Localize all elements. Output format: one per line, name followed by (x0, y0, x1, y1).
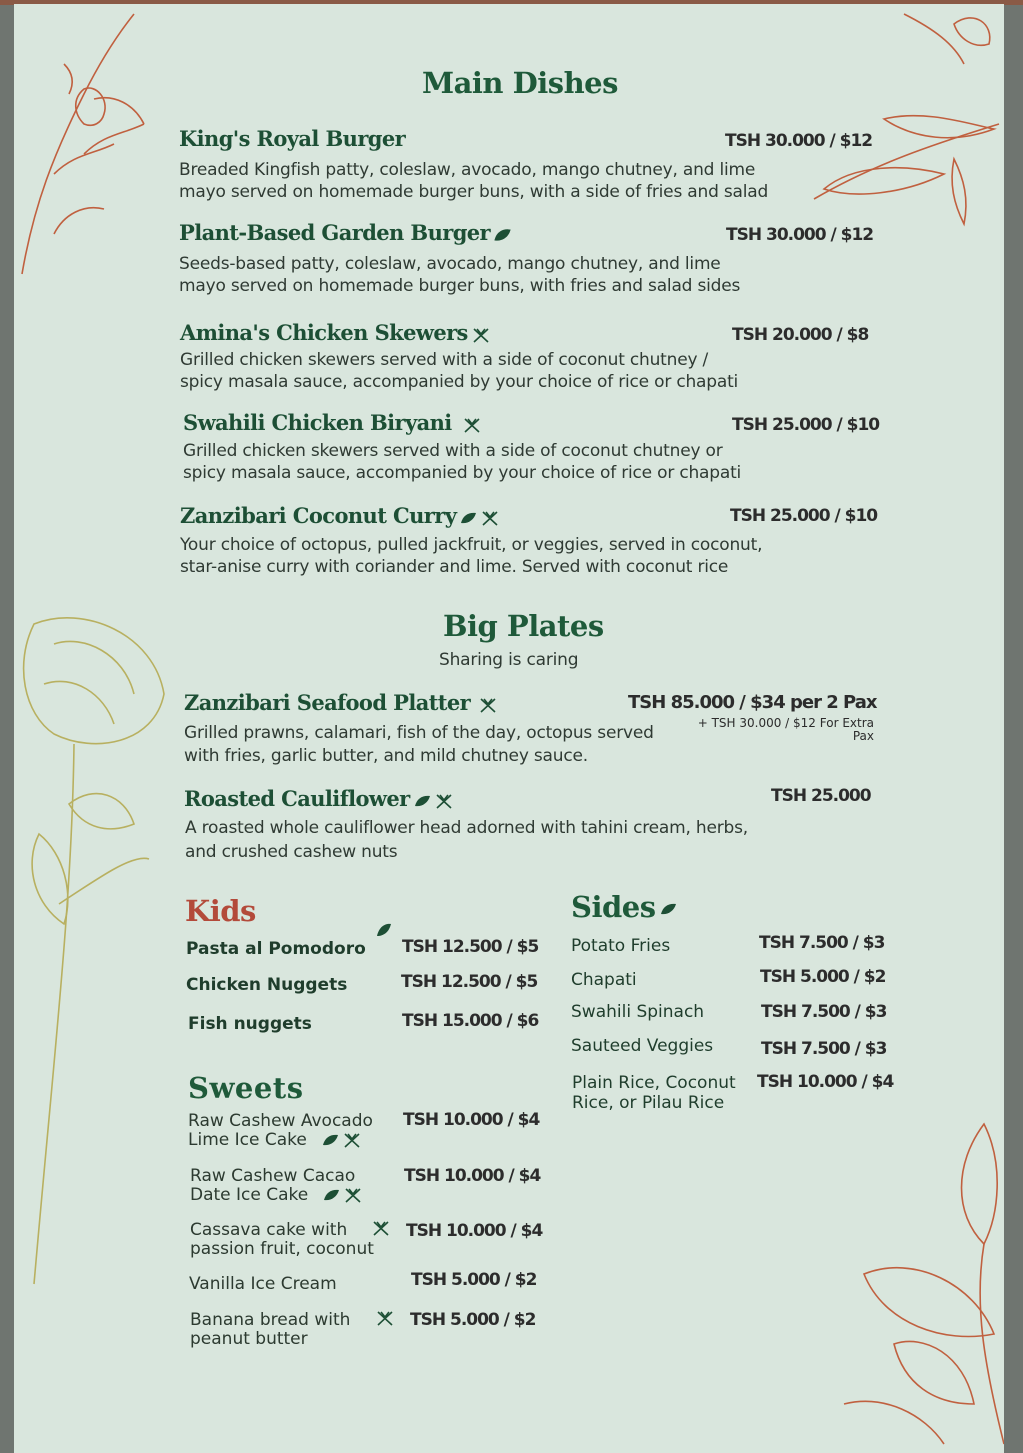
dish-price: TSH 20.000 / $8 (732, 325, 869, 345)
dish-name-text: Swahili Chicken Biryani (183, 410, 452, 435)
dish-description: Grilled chicken skewers served with a side of coconut chutney / (180, 350, 709, 370)
kids-item-name: Fish nuggets (188, 1014, 312, 1034)
side-item-price: TSH 7.500 / $3 (761, 1002, 887, 1022)
dish-description: and crushed cashew nuts (185, 842, 398, 862)
dish-description: Grilled prawns, calamari, fish of the day, octopus served (184, 723, 654, 743)
sides-heading (571, 890, 677, 924)
no-wheat-icon (375, 1309, 395, 1327)
sweet-item-price: TSH 5.000 / $2 (411, 1270, 537, 1290)
dish-name (180, 320, 491, 345)
no-wheat-icon (462, 416, 482, 434)
side-item-name: Sauteed Veggies (571, 1036, 714, 1056)
sweet-item-price: TSH 5.000 / $2 (410, 1310, 536, 1330)
dish-name (183, 410, 482, 435)
main-dishes-heading: Main Dishes (422, 66, 618, 100)
extra-pax-price: Pax (852, 729, 874, 743)
dish-name-text: Amina's Chicken Skewers (180, 320, 468, 345)
no-wheat-icon (471, 326, 491, 344)
sweet-item-price: TSH 10.000 / $4 (406, 1221, 543, 1241)
leaf-icon (659, 902, 677, 916)
dish-description: mayo served on homemade burger buns, with fries and salad sides (179, 276, 741, 296)
no-wheat-icon (478, 696, 498, 714)
dish-price: TSH 25.000 / $10 (730, 506, 878, 526)
side-item-name: Plain Rice, Coconut (572, 1073, 736, 1093)
side-item-name: Chapati (571, 970, 637, 990)
dish-description: Your choice of octopus, pulled jackfruit, or veggies, served in coconut, (180, 535, 763, 555)
kids-item-price: TSH 15.000 / $6 (402, 1011, 539, 1031)
dish-name-text: Zanzibari Seafood Platter (184, 690, 471, 715)
kids-item-name: Pasta al Pomodoro (186, 939, 366, 959)
sweet-item-name (190, 1186, 363, 1205)
sweets-heading: Sweets (188, 1071, 304, 1105)
sweet-item-name: Vanilla Ice Cream (189, 1274, 337, 1294)
side-item-price: TSH 5.000 / $2 (760, 967, 886, 987)
sweet-item-price: TSH 10.000 / $4 (403, 1110, 540, 1130)
sweet-item-name: Cassava cake with (190, 1220, 348, 1240)
dish-name: King's Royal Burger (179, 126, 406, 151)
leaf-icon (321, 1133, 339, 1147)
dish-description: mayo served on homemade burger buns, with a side of fries and salad (179, 182, 769, 202)
no-wheat-icon (342, 1131, 362, 1149)
dish-price: TSH 30.000 / $12 (725, 131, 873, 151)
leaf-icon (459, 511, 477, 525)
leaf-icon (322, 1188, 340, 1202)
menu-page (14, 4, 1004, 1453)
dish-price: TSH 25.000 / $10 (732, 415, 880, 435)
sweet-item-name: Raw Cashew Cacao (190, 1166, 356, 1186)
side-item-price: TSH 10.000 / $4 (757, 1072, 894, 1092)
side-item-name: Potato Fries (571, 936, 671, 956)
dish-name-text: Plant-Based Garden Burger (179, 220, 491, 245)
no-wheat-icon (480, 509, 500, 527)
sides-heading-text: Sides (571, 890, 656, 924)
dish-name (179, 220, 511, 245)
leaf-icon (413, 794, 431, 808)
sweet-item-name: peanut butter (190, 1329, 308, 1349)
sweet-item-name: Banana bread with (190, 1310, 351, 1330)
sweet-item-name-text: Lime Ice Cake (188, 1130, 307, 1150)
dish-name-text: Roasted Cauliflower (184, 786, 410, 811)
floral-top-left-icon (14, 4, 164, 284)
dish-price: TSH 25.000 (771, 786, 871, 806)
no-wheat-icon (371, 1219, 391, 1237)
kids-item-price: TSH 12.500 / $5 (401, 972, 538, 992)
side-item-name: Rice, or Pilau Rice (572, 1093, 725, 1113)
floral-bottom-right-icon (834, 1104, 1004, 1453)
no-wheat-icon (434, 792, 454, 810)
kids-item-price: TSH 12.500 / $5 (402, 937, 539, 957)
floral-top-right-icon (794, 104, 1004, 234)
dish-description: Breaded Kingfish patty, coleslaw, avocado, mango chutney, and lime (179, 160, 756, 180)
dish-description: Grilled chicken skewers served with a side of coconut chutney or (183, 441, 723, 461)
dish-description: star-anise curry with coriander and lime. Served with coconut rice (180, 557, 729, 577)
dish-description: with fries, garlic butter, and mild chutney sauce. (184, 746, 588, 766)
side-item-price: TSH 7.500 / $3 (759, 933, 885, 953)
dish-name (180, 503, 500, 528)
dish-price: TSH 30.000 / $12 (726, 225, 874, 245)
side-item-name: Swahili Spinach (571, 1002, 705, 1022)
kids-heading: Kids (185, 894, 256, 928)
no-wheat-icon (343, 1186, 363, 1204)
dish-name (184, 786, 454, 811)
sweet-item-name (188, 1131, 362, 1150)
dish-description: Seeds-based patty, coleslaw, avocado, mango chutney, and lime (179, 254, 721, 274)
dish-description: spicy masala sauce, accompanied by your choice of rice or chapati (183, 463, 742, 483)
sweet-item-price: TSH 10.000 / $4 (404, 1166, 541, 1186)
dish-description: A roasted whole cauliflower head adorned with tahini cream, herbs, (185, 818, 748, 838)
dish-description: spicy masala sauce, accompanied by your choice of rice or chapati (180, 372, 739, 392)
dish-name-text: Zanzibari Coconut Curry (180, 503, 457, 528)
big-plates-heading: Big Plates (443, 609, 604, 643)
floral-corner-icon (894, 4, 1004, 74)
sweet-item-name: Raw Cashew Avocado (188, 1111, 373, 1131)
kids-item-name: Chicken Nuggets (186, 975, 348, 995)
side-item-price: TSH 7.500 / $3 (761, 1039, 887, 1059)
leaf-icon (493, 228, 511, 242)
dish-name (184, 690, 498, 715)
leaf-icon (375, 922, 393, 938)
sweet-item-name-text: Date Ice Cake (190, 1185, 309, 1205)
extra-pax-price: + TSH 30.000 / $12 For Extra (697, 716, 874, 730)
sweet-item-name: passion fruit, coconut (190, 1239, 374, 1259)
dish-price: TSH 85.000 / $34 per 2 Pax (628, 692, 877, 713)
big-plates-subtitle: Sharing is caring (439, 650, 579, 670)
floral-left-gold-icon (14, 604, 184, 1304)
